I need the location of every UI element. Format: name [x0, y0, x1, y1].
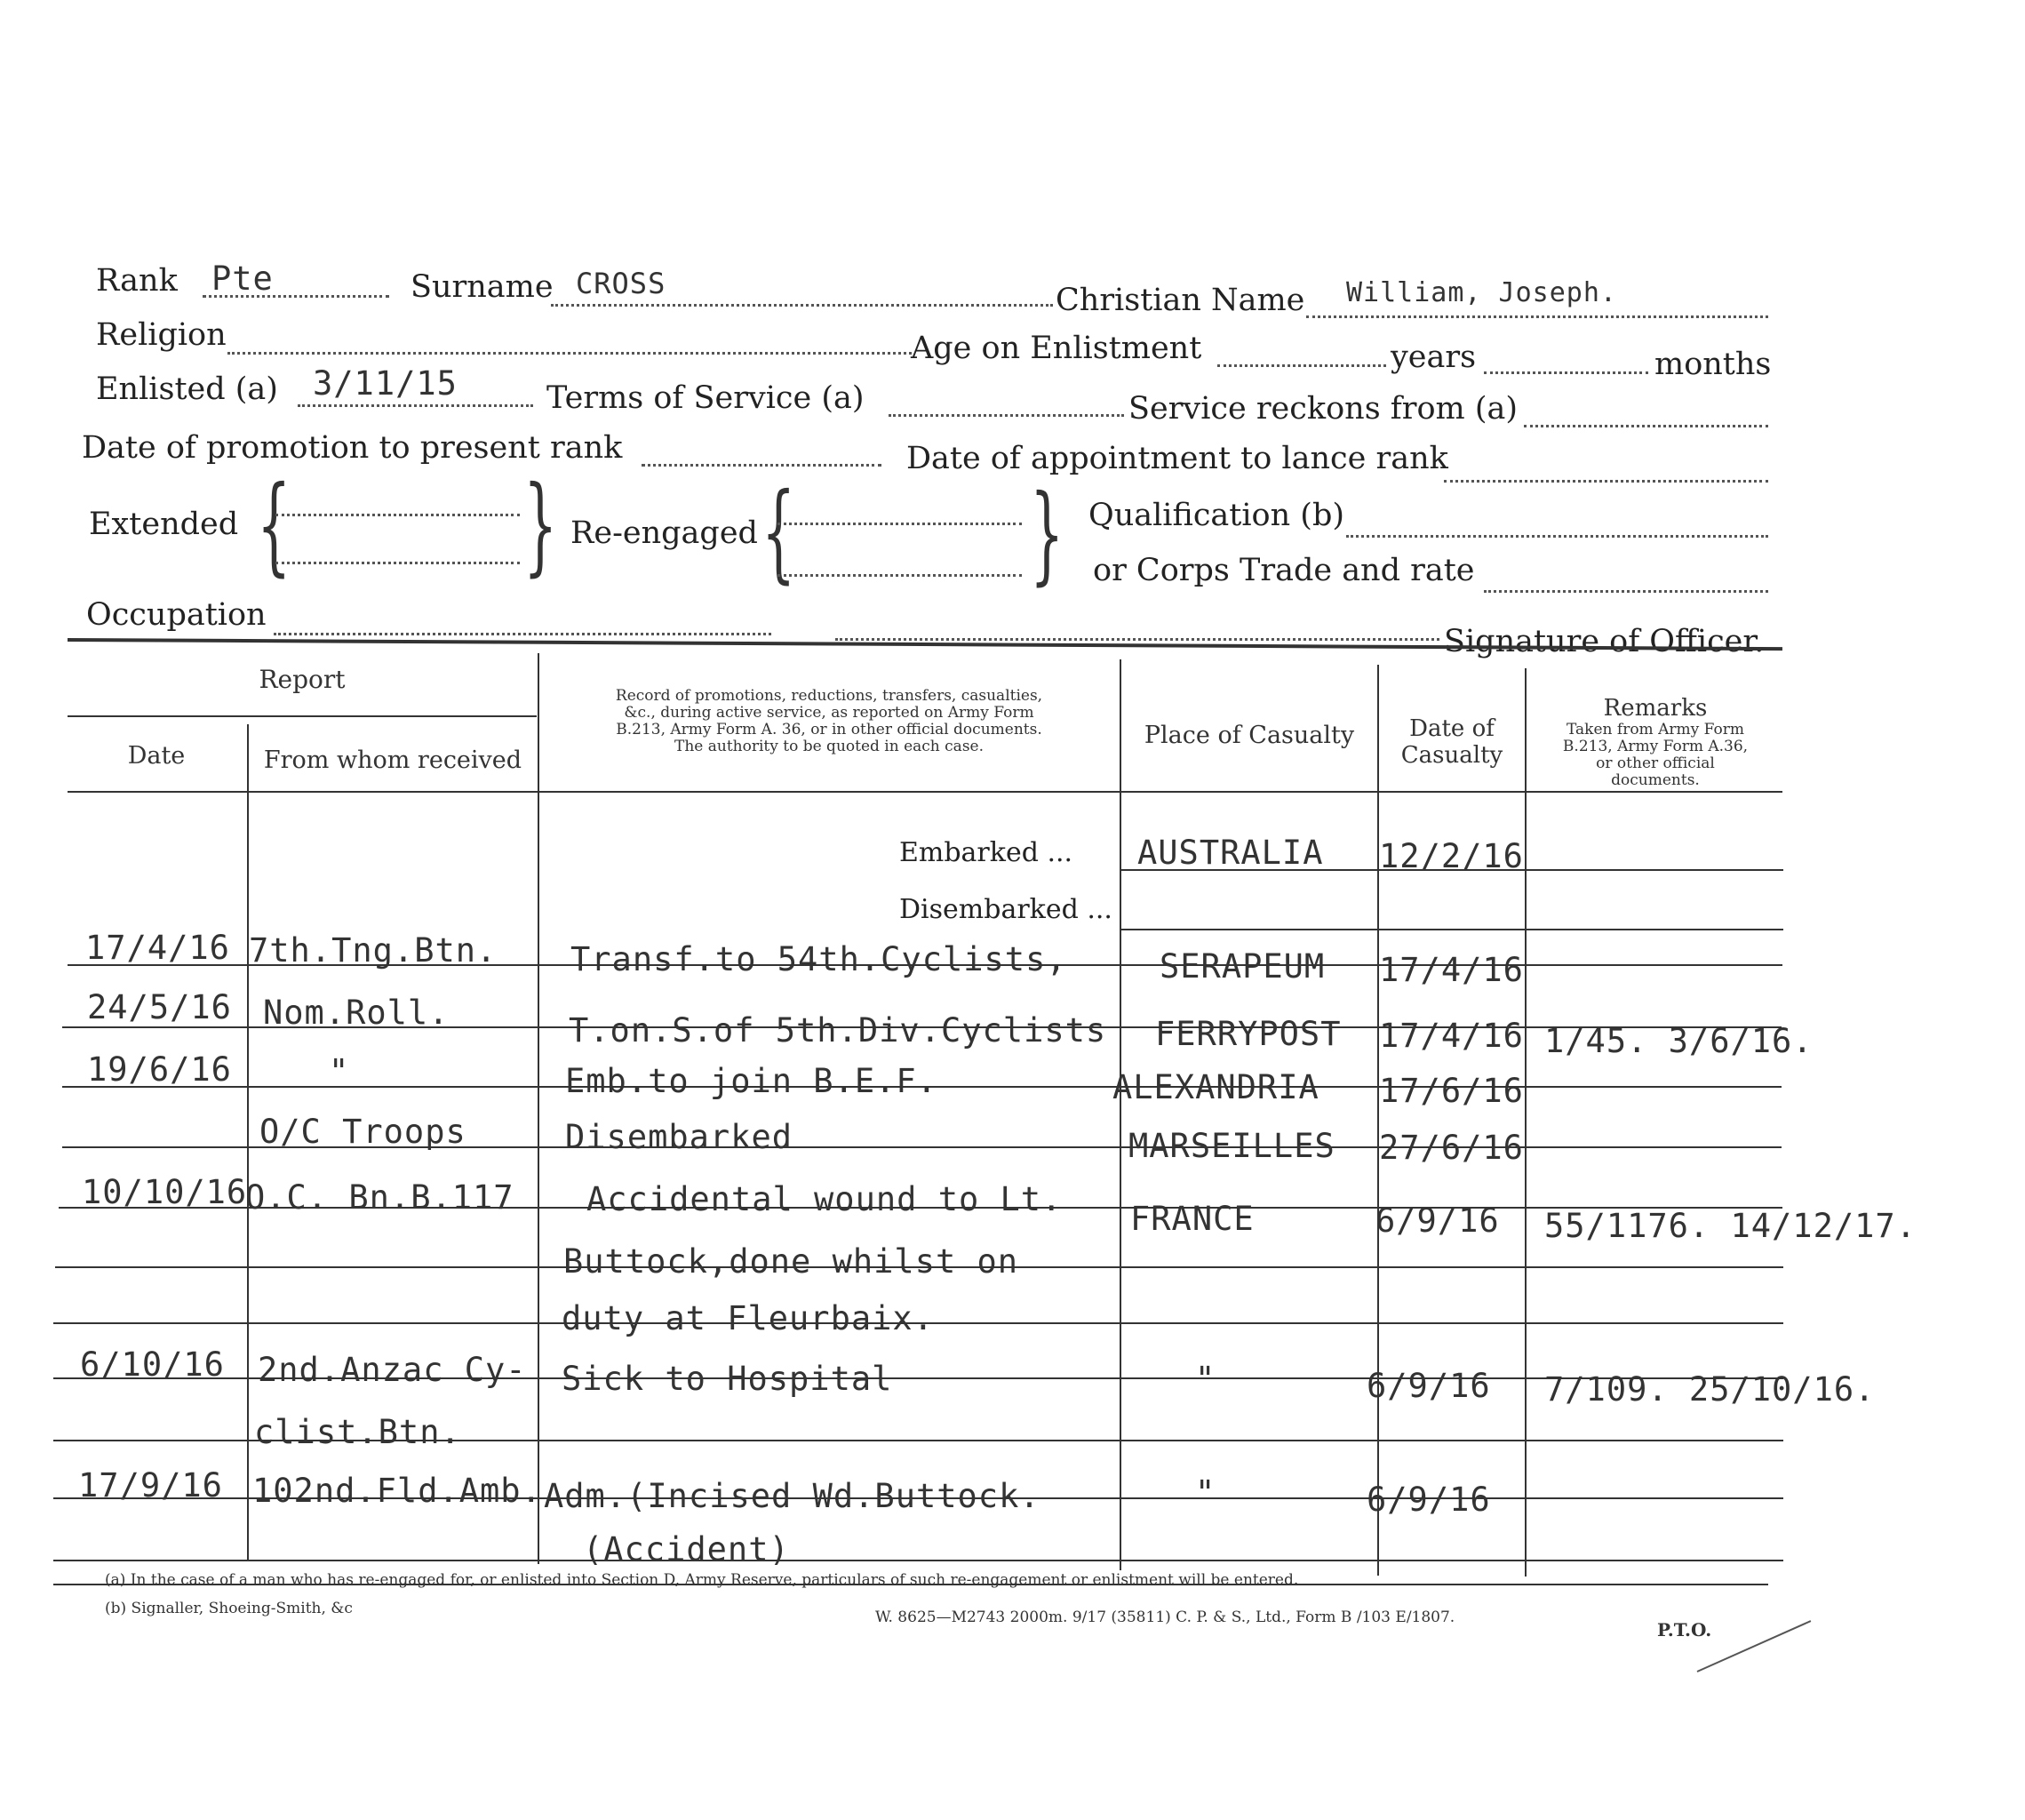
record-header-line-1: Record of promotions, reductions, transfers, casualties,: [615, 687, 1043, 705]
record-header: [539, 688, 1119, 755]
row-2-record: Transf.to 54th.Cyclists,: [570, 940, 1067, 978]
remarks-header-title: Remarks: [1603, 695, 1708, 722]
report-header: Report: [259, 665, 346, 694]
qualification-label: Qualification (b): [1088, 498, 1345, 533]
row-6-record: Accidental wound to Lt.: [586, 1180, 1063, 1218]
reengaged-label: Re-engaged: [570, 515, 758, 551]
row-6-date: 10/10/16: [82, 1173, 248, 1211]
pto-mark: P.T.O.: [1657, 1619, 1712, 1640]
row-3-cdate: 17/4/16: [1379, 1017, 1524, 1055]
row-3-remarks: 1/45. 3/6/16.: [1544, 1022, 1814, 1060]
row-5-from: O/C Troops: [259, 1113, 466, 1151]
reckons-dots: [1524, 425, 1768, 427]
promotion-dots: [642, 464, 881, 467]
printer-imprint: W. 8625—M2743 2000m. 9/17 (35811) C. P. & S., Ltd., Form B /103 E/1807.: [875, 1608, 1455, 1626]
record-header-line-3: B.213, Army Form A. 36, or in other official documents.: [616, 721, 1042, 738]
row-line-12: [53, 1560, 1783, 1561]
row-9-from: 2nd.Anzac Cy-: [258, 1351, 527, 1389]
col-divider-2: [538, 653, 539, 1564]
row-0-record: Embarked ...: [899, 837, 1073, 868]
record-header-line-2: &c., during active service, as reported on Army Form: [624, 704, 1034, 722]
surname-label: Surname: [411, 269, 554, 305]
row-7-record: Buttock,done whilst on: [563, 1242, 1019, 1281]
footnote-a: (a) In the case of a man who has re-engaged for, or enlisted into Section D, Army Reserve, particulars of such re-engagement or enlistment will be entered.: [105, 1571, 1299, 1589]
rank-value: Pte: [211, 259, 274, 298]
date-casualty-header-1: Date of: [1409, 715, 1495, 742]
months-label: months: [1654, 347, 1772, 382]
reengaged-dots-2: [777, 574, 1022, 577]
row-9-place: ": [1195, 1360, 1216, 1398]
row-2-from: 7th.Tng.Btn.: [249, 931, 498, 970]
row-4-place: ALEXANDRIA: [1112, 1068, 1319, 1106]
age-months-dots: [1484, 371, 1648, 374]
row-12-record: (Accident): [583, 1530, 790, 1569]
row-4-from: ": [329, 1052, 350, 1090]
corps-trade-dots: [1484, 590, 1768, 593]
religion-label: Religion: [96, 317, 227, 353]
row-6-cdate: 6/9/16: [1375, 1201, 1500, 1240]
footnote-b: (b) Signaller, Shoeing-Smith, &c: [105, 1600, 353, 1617]
row-3-place: FERRYPOST: [1155, 1015, 1342, 1053]
lance-dots: [1444, 480, 1768, 483]
christian-name-value: William, Joseph.: [1346, 277, 1617, 308]
row-2-cdate: 17/4/16: [1379, 951, 1524, 989]
row-9-record: Sick to Hospital: [562, 1360, 893, 1398]
row-9-date: 6/10/16: [80, 1345, 225, 1384]
terms-dots: [889, 414, 1124, 417]
reengaged-brace-left: {: [761, 471, 796, 595]
row-2-date: 17/4/16: [85, 929, 230, 967]
col-divider-1: [247, 724, 249, 1560]
corps-trade-label: or Corps Trade and rate: [1093, 553, 1475, 588]
promotion-label: Date of promotion to present rank: [82, 430, 623, 466]
row-0-cdate: 12/2/16: [1379, 837, 1524, 875]
row-3-date: 24/5/16: [87, 988, 232, 1026]
age-label: Age on Enlistment: [911, 331, 1202, 366]
row-11-cdate: 6/9/16: [1367, 1481, 1491, 1519]
extended-dots-2: [275, 562, 520, 564]
row-10-from: clist.Btn.: [254, 1413, 461, 1451]
row-4-date: 19/6/16: [87, 1050, 232, 1089]
extended-label: Extended: [89, 507, 239, 542]
enlisted-label: Enlisted (a): [96, 371, 278, 407]
row-0-place: AUSTRALIA: [1137, 834, 1324, 872]
occupation-label: Occupation: [86, 597, 267, 633]
row-4-cdate: 17/6/16: [1379, 1072, 1524, 1110]
row-8-record: duty at Fleurbaix.: [562, 1299, 934, 1337]
enlisted-value: 3/11/15: [313, 364, 458, 403]
enlisted-dots: [298, 404, 533, 407]
remarks-header-sub-1: Taken from Army Form: [1567, 721, 1744, 738]
extended-brace-left: {: [257, 464, 291, 587]
row-11-place: ": [1195, 1473, 1216, 1512]
surname-value: CROSS: [576, 267, 666, 300]
religion-dots: [227, 352, 912, 355]
row-5-place: MARSEILLES: [1128, 1127, 1335, 1165]
remarks-header-sub-4: documents.: [1611, 771, 1700, 789]
place-header: Place of Casualty: [1144, 722, 1355, 749]
col-divider-3: [1120, 659, 1121, 1570]
extended-brace-right: }: [523, 464, 558, 587]
report-underline: [68, 715, 537, 717]
terms-label: Terms of Service (a): [546, 380, 865, 416]
date-casualty-header-2: Casualty: [1400, 742, 1503, 769]
row-line-1: [1121, 929, 1783, 930]
christian-name-label: Christian Name: [1056, 283, 1305, 318]
from-whom-header: From whom received: [263, 746, 522, 774]
row-5-cdate: 27/6/16: [1379, 1129, 1524, 1167]
reengaged-brace-right: }: [1030, 473, 1064, 596]
row-5-record: Disembarked: [565, 1118, 793, 1156]
occupation-dots: [274, 633, 771, 635]
rank-label: Rank: [96, 263, 178, 299]
header-bottom-line: [68, 791, 1782, 793]
record-header-line-4: The authority to be quoted in each case.: [674, 738, 985, 755]
row-3-from: Nom.Roll.: [263, 994, 450, 1032]
date-casualty-header: [1379, 715, 1525, 769]
row-6-from: O.C. Bn.B.117: [245, 1178, 514, 1217]
row-6-place: FRANCE: [1130, 1200, 1255, 1238]
row-6-remarks: 55/1176. 14/12/17.: [1544, 1207, 1917, 1245]
surname-dots: [551, 304, 1053, 307]
row-9-cdate: 6/9/16: [1367, 1367, 1491, 1405]
row-11-date: 17/9/16: [78, 1466, 223, 1505]
christian-name-dots: [1306, 315, 1768, 318]
row-9-remarks: 7/109. 25/10/16.: [1544, 1370, 1876, 1409]
row-4-record: Emb.to join B.E.F.: [565, 1062, 937, 1100]
lance-label: Date of appointment to lance rank: [906, 441, 1448, 476]
qualification-dots: [1346, 535, 1768, 538]
remarks-header: [1527, 695, 1784, 789]
rank-dots: [203, 295, 389, 298]
row-11-record: Adm.(Incised Wd.Buttock.: [544, 1477, 1040, 1515]
date-header: Date: [127, 742, 186, 770]
remarks-header-sub-3: or other official: [1596, 754, 1715, 772]
pen-stroke: [1697, 1620, 1812, 1672]
years-label: years: [1391, 339, 1477, 375]
row-3-record: T.on.S.of 5th.Div.Cyclists: [569, 1011, 1107, 1050]
remarks-header-sub-2: B.213, Army Form A.36,: [1562, 738, 1749, 755]
signature-dots: [835, 638, 1439, 641]
reckons-label: Service reckons from (a): [1128, 391, 1519, 427]
reengaged-dots-1: [777, 523, 1022, 525]
row-11-from: 102nd.Fld.Amb.: [252, 1472, 542, 1510]
extended-dots-1: [275, 514, 520, 516]
row-2-place: SERAPEUM: [1160, 947, 1326, 986]
age-years-dots: [1217, 364, 1386, 367]
signature-label: Signature of Officer.: [1444, 624, 1765, 659]
row-1-record: Disembarked ...: [899, 894, 1112, 925]
